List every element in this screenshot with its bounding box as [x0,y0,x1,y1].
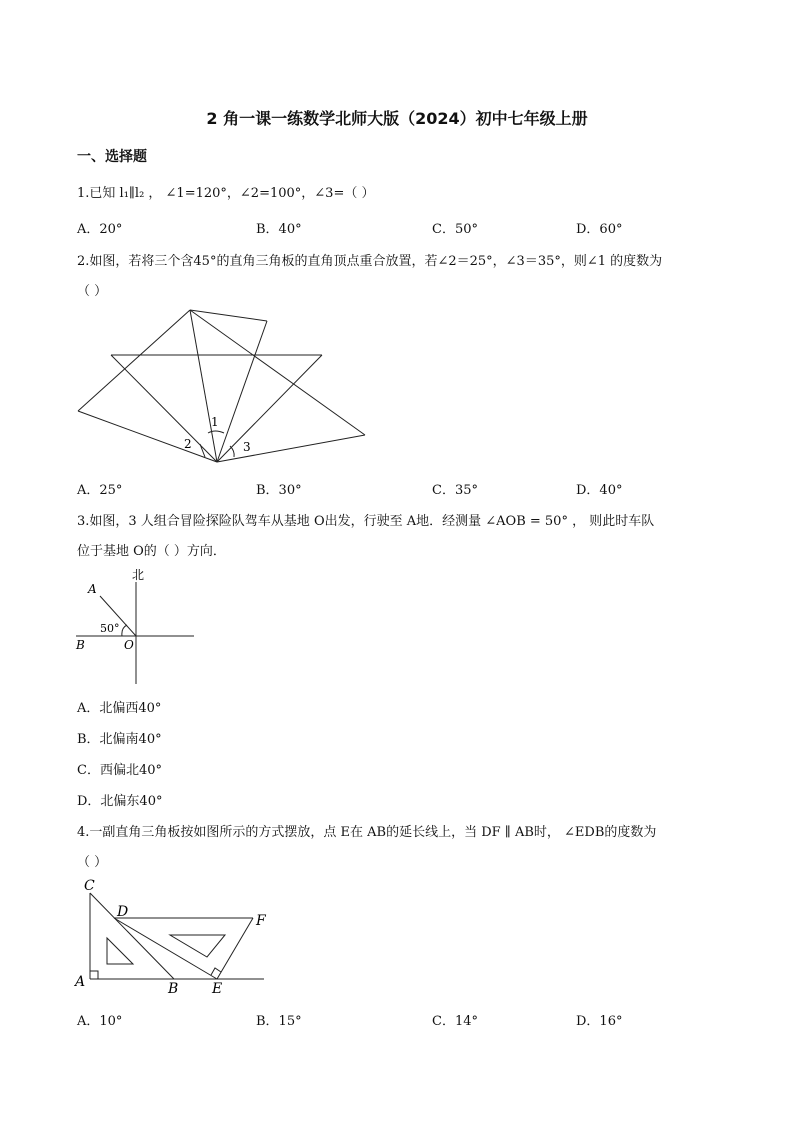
point-a-label: A [88,582,97,596]
angle-1-label: 1 [211,415,219,429]
question-2-stem-cont: （ ） [77,284,108,299]
point-o-label: O [124,638,134,652]
question-3-stem: 3.如图，3 人组合冒险探险队驾车从基地 O出发，行驶至 A地．经测量 ∠AOB = 50° ， 则此时车队 [77,514,655,529]
question-4-stem-cont: （ ） [77,855,108,870]
q4-option-b[interactable]: B．15° [256,1014,302,1029]
q2-option-b[interactable]: B．30° [256,483,302,498]
point-d-label: D [117,904,129,920]
question-4-figure [70,875,270,1000]
q1-option-b[interactable]: B．40° [256,222,302,237]
angle-3-label: 3 [243,440,251,454]
question-1-stem: 1.已知 l₁∥l₂ ， ∠1=120°，∠2=100°，∠3=（ ） [77,186,375,201]
q3-option-c[interactable]: C．西偏北40° [77,763,162,778]
question-3-stem-cont: 位于基地 O的（ ）方向． [77,544,226,559]
q3-option-d[interactable]: D．北偏东40° [77,794,163,809]
q2-option-d[interactable]: D．40° [576,483,623,498]
point-f-label: F [256,913,266,929]
question-2-stem: 2.如图，若将三个含45°的直角三角板的直角顶点重合放置，若∠2＝25°，∠3＝35°，则∠1 的度数为 [77,254,663,269]
question-4-stem: 4.一副直角三角板按如图所示的方式摆放，点 E在 AB的延长线上，当 DF ∥ AB时， ∠EDB的度数为 [77,825,657,840]
point-b-label: B [76,638,85,652]
question-3-figure [70,562,200,687]
q1-option-d[interactable]: D．60° [576,222,623,237]
point-e-label: E [212,981,223,997]
q2-option-a[interactable]: A．25° [77,483,123,498]
point-c-label: C [84,878,95,894]
angle-50-label: 50° [100,622,120,635]
point-b-label: B [168,981,179,997]
q4-option-c[interactable]: C．14° [432,1014,478,1029]
section-heading: 一、选择题 [77,149,147,165]
q3-option-b[interactable]: B．北偏南40° [77,732,162,747]
q1-option-a[interactable]: A．20° [77,222,123,237]
q4-option-a[interactable]: A．10° [77,1014,123,1029]
q3-option-a[interactable]: A．北偏西40° [77,701,162,716]
page-title: 2 角一课一练数学北师大版（2024）初中七年级上册 [206,109,588,128]
q4-option-d[interactable]: D．16° [576,1014,623,1029]
question-2-figure [70,305,380,470]
angle-2-label: 2 [184,437,192,451]
north-label: 北 [132,568,145,582]
point-a-label: A [75,974,86,990]
q1-option-c[interactable]: C．50° [432,222,478,237]
q2-option-c[interactable]: C．35° [432,483,478,498]
